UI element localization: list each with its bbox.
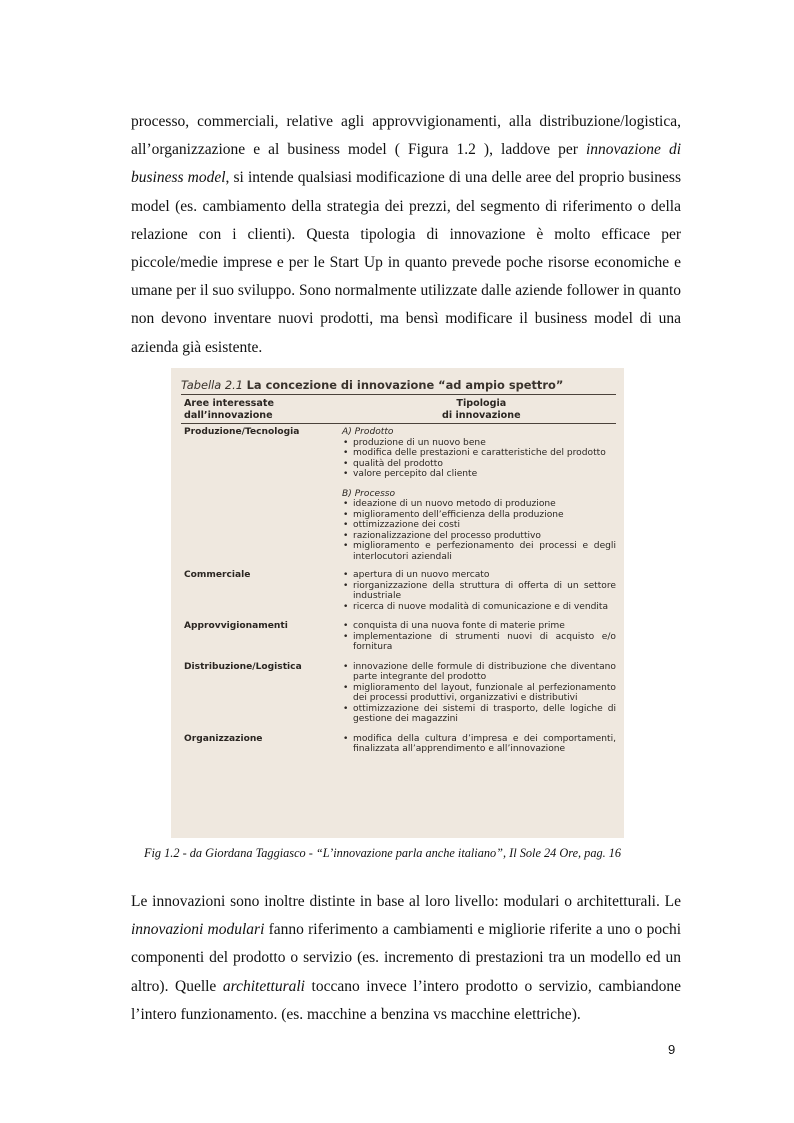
list-item: • ottimizzazione dei costi <box>342 520 616 531</box>
list-item: • conquista di una nuova fonte di materie prime <box>342 621 616 632</box>
p1-text-cont: , si intende qualsiasi modificazione di una delle aree del proprio business model (es. cambiamento della strategia dei prezzi, del segmento di riferimento o della relazione con i clienti). Questa tipologia di innovazione è molto efficace per piccole/medie imprese e per le Start Up in quanto prevede poche risorse economiche e umane per il suo sviluppo. Sono normalmente utilizzate dalle aziende follower in quanto non devono inventare nuovi prodotti, ma bensì modificare il business model di una azienda già esistente. <box>131 169 681 356</box>
p1-emphasis: innovazione di business model <box>131 141 681 187</box>
group-heading: B) Processo <box>342 488 396 499</box>
bullet-list <box>342 438 616 480</box>
list-item: • qualità del prodotto <box>342 459 616 470</box>
row-area: Commerciale <box>184 570 251 580</box>
list-item: • miglioramento e perfezionamento dei processi e degli interlocutori aziendali <box>342 541 616 562</box>
table-row <box>181 570 616 612</box>
page-number: 9 <box>668 1042 676 1057</box>
p2-text-cont: fanno riferimento a cambiamenti e migliorie riferite a uno o pochi componenti del prodotto o servizio (es. incremento di prestazioni tra un modello ed un altro). Quelle <box>131 921 682 995</box>
table-header <box>181 395 616 423</box>
header-col2-line2: di innovazione <box>442 409 521 421</box>
list-item: • valore percepito dal cliente <box>342 469 616 480</box>
bullet-list <box>342 499 616 562</box>
table-title-text: La concezione di innovazione “ad ampio spettro” <box>246 378 564 392</box>
list-item: • ottimizzazione dei sistemi di trasporto, delle logiche di gestione dei magazzini <box>342 704 616 725</box>
p2-text-end: toccano invece l’intero prodotto o servizio, cambiandone l’intero funzionamento. (es. macchine a benzina vs macchine elettriche). <box>131 977 681 1023</box>
p2-emphasis-architetturali: architetturali <box>222 977 305 995</box>
table-row <box>181 427 616 562</box>
list-item: • miglioramento dell’efficienza della produzione <box>342 510 616 521</box>
bullet-list <box>342 662 616 725</box>
header-col1-line1: Aree interessate <box>184 398 274 409</box>
row-area: Distribuzione/Logistica <box>184 661 302 672</box>
bullet-list <box>342 570 616 612</box>
list-item: • modifica della cultura d’impresa e dei comportamenti, finalizzata all’apprendimento e all’innovazione <box>342 734 616 755</box>
group-heading: A) Prodotto <box>342 427 394 437</box>
body-paragraph-2 <box>131 888 681 1029</box>
row-area: Produzione/Tecnologia <box>184 427 300 437</box>
table-row <box>181 621 616 653</box>
bullet-list <box>342 734 616 755</box>
p1-text: processo, commerciali, relative agli approvvigionamenti, alla distribuzione/logistica, all’organizzazione e al business model ( Figura 1.2 ), laddove per <box>131 113 681 159</box>
row-area: Organizzazione <box>184 733 263 744</box>
list-item: • razionalizzazione del processo produttivo <box>342 531 616 542</box>
list-item: • modifica delle prestazioni e caratteristiche del prodotto <box>342 448 616 459</box>
body-paragraph-1 <box>131 108 681 362</box>
list-item: • implementazione di strumenti nuovi di acquisto e/o fornitura <box>342 632 616 653</box>
figure-caption: Fig 1.2 - da Giordana Taggiasco - “L’innovazione parla anche italiano”, Il Sole 24 Ore, pag. 16 <box>144 846 622 860</box>
table-title <box>181 378 616 392</box>
header-col2-line1: Tipologia <box>456 398 507 409</box>
table-figure-image <box>171 368 624 838</box>
list-item: • ideazione di un nuovo metodo di produzione <box>342 499 616 510</box>
table-row <box>181 734 616 755</box>
row-area: Approvvigionamenti <box>184 621 288 631</box>
header-col1-line2: dall’innovazione <box>184 409 273 421</box>
list-item: • innovazione delle formule di distribuzione che diventano parte integrante del prodotto <box>342 662 616 683</box>
list-item: • miglioramento del layout, funzionale al perfezionamento dei processi produttivi, organizzativi e distributivi <box>342 683 616 704</box>
p2-text: Le innovazioni sono inoltre distinte in base al loro livello: modulari o architetturali. Le <box>131 893 681 910</box>
list-item: • ricerca di nuove modalità di comunicazione e di vendita <box>342 602 616 613</box>
bullet-list <box>342 621 616 653</box>
list-item: • riorganizzazione della struttura di offerta di un settore industriale <box>342 581 616 602</box>
list-item: • produzione di un nuovo bene <box>342 438 616 449</box>
table-row <box>181 662 616 725</box>
table-number: Tabella 2.1 <box>181 378 244 392</box>
p2-emphasis-modulari: innovazioni modulari <box>131 921 265 939</box>
list-item: • apertura di un nuovo mercato <box>342 570 616 581</box>
